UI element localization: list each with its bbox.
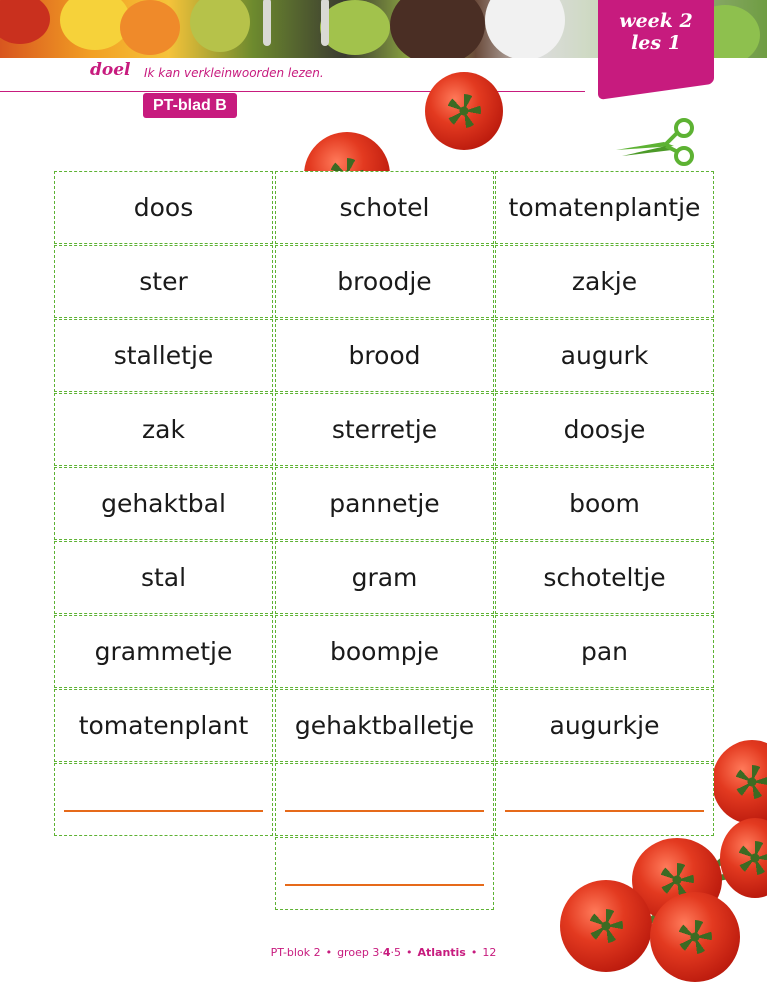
page-number: 12 (482, 946, 497, 959)
word-card[interactable]: tomatenplantje (495, 171, 714, 244)
tomato-image (712, 740, 767, 824)
blank-word-card[interactable] (275, 837, 494, 910)
word-card[interactable]: ster (54, 245, 273, 318)
word-card[interactable]: gram (275, 541, 494, 614)
blank-word-card[interactable] (54, 763, 273, 836)
word-card[interactable]: zakje (495, 245, 714, 318)
word-card[interactable]: pannetje (275, 467, 494, 540)
tomato-image (425, 72, 503, 150)
scissors-icon (614, 116, 698, 168)
word-card[interactable]: grammetje (54, 615, 273, 688)
word-card[interactable]: schoteltje (495, 541, 714, 614)
word-card[interactable]: doos (54, 171, 273, 244)
word-card[interactable]: zak (54, 393, 273, 466)
lesson-label: les 1 (631, 32, 681, 54)
word-card[interactable]: stal (54, 541, 273, 614)
word-card[interactable]: schotel (275, 171, 494, 244)
goal-label: doel (90, 60, 131, 80)
word-card[interactable]: augurkje (495, 689, 714, 762)
word-card[interactable]: gehaktbal (54, 467, 273, 540)
goal-text: Ik kan verkleinwoorden lezen. (144, 66, 324, 80)
word-card[interactable]: broodje (275, 245, 494, 318)
tomato-image (650, 892, 740, 982)
word-card[interactable]: tomatenplant (54, 689, 273, 762)
page-footer: PT-blok 2 • groep 3·4·5 • Atlantis • 12 (270, 946, 497, 959)
footer-blok: PT-blok 2 (270, 946, 321, 959)
word-card[interactable]: gehaktballetje (275, 689, 494, 762)
sheet-badge: PT-blad B (143, 93, 237, 118)
word-card[interactable]: boompje (275, 615, 494, 688)
answer-line (285, 884, 484, 886)
word-card[interactable]: brood (275, 319, 494, 392)
footer-groep-suffix: 5 (393, 946, 401, 959)
tomato-image (720, 818, 767, 898)
footer-groep-current: 4 (382, 946, 391, 959)
week-lesson-label (600, 10, 712, 54)
word-card[interactable]: augurk (495, 319, 714, 392)
word-card[interactable]: boom (495, 467, 714, 540)
word-card[interactable]: doosje (495, 393, 714, 466)
word-card[interactable]: stalletje (54, 319, 273, 392)
week-label: week 2 (619, 10, 693, 32)
word-card[interactable]: pan (495, 615, 714, 688)
blank-word-card[interactable] (275, 763, 494, 836)
answer-line (505, 810, 704, 812)
word-card[interactable]: sterretje (275, 393, 494, 466)
answer-line (285, 810, 484, 812)
footer-groep-prefix: groep 3 (337, 946, 380, 959)
answer-line (64, 810, 263, 812)
footer-method: Atlantis (417, 946, 466, 959)
blank-word-card[interactable] (495, 763, 714, 836)
